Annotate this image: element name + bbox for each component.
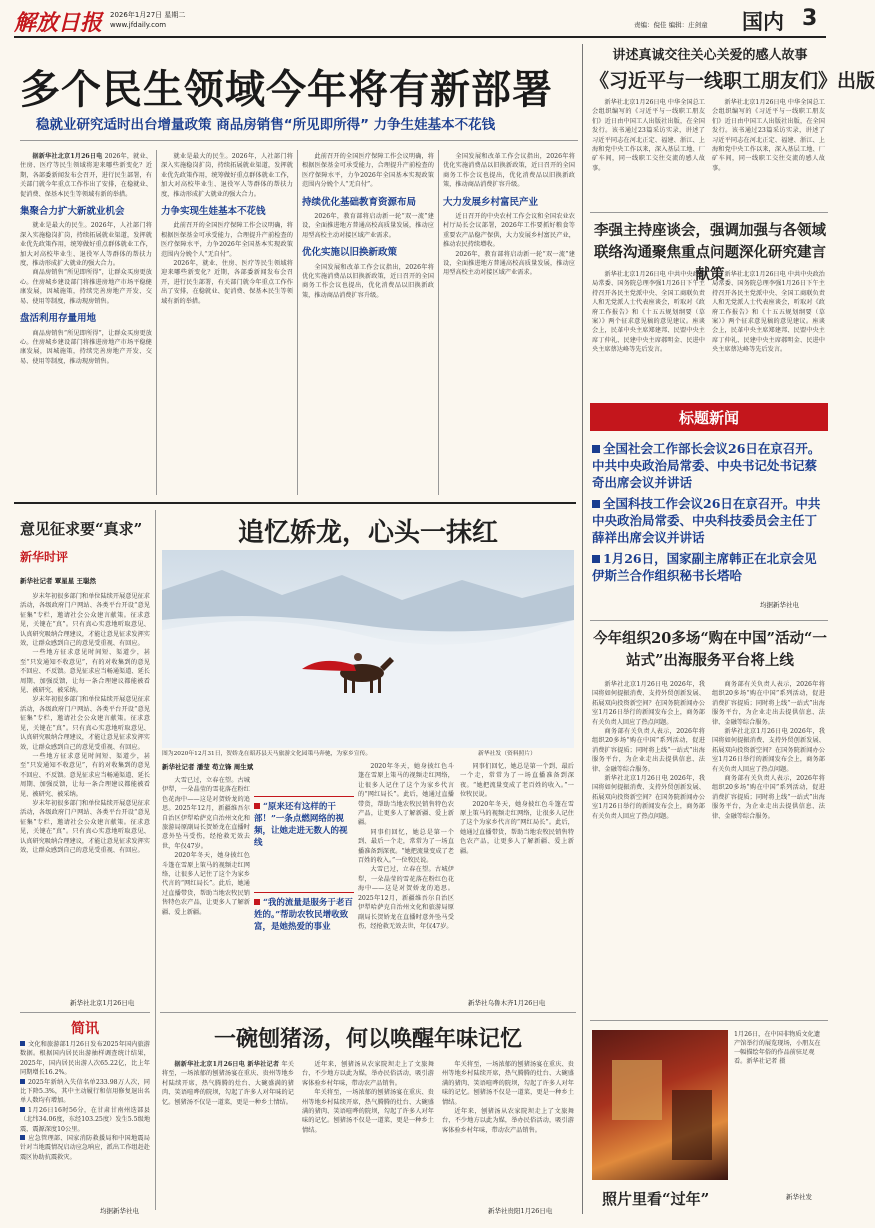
section-title-rural: 大力发展乡村富民产业 bbox=[443, 196, 539, 208]
lead-rule bbox=[20, 140, 578, 141]
feature-headline: 追忆娇龙，心头一抹红 bbox=[237, 518, 498, 548]
commentary-title: 意见征求要“真求” bbox=[20, 520, 143, 538]
story3-col-2 bbox=[712, 270, 825, 400]
story3-col-1 bbox=[592, 270, 705, 400]
photo2-title: 照片里看“过年” bbox=[602, 1190, 710, 1208]
story4-body-6: 商务部有关负责人表示，2026年将组织20多场“购在中国”系列活动，促进消费扩容提质；同时将上线“一站式”出海服务平台，为企业走出去提供信息、法律、金融等综合服务。 bbox=[712, 775, 825, 820]
story3-body-2: 新华社北京1月26日电 中共中央政治局常委、国务院总理李强1月26日下午主持召开各民主党派中央、全国工商联负责人和无党派人士代表座谈会，听取对《政府工作报告》和《十五五规划纲要（草案）》两个征求意见稿的意见建议。座谈会上，民革中央主席郑建邦、民盟中央主席丁仲礼、民建中央主席郝明金、民进中央主席蔡达峰等先后发言。 bbox=[712, 271, 825, 354]
story5-body-2: 近年来，刨猪汤从农家院坝走上了文旅舞台，不少地方以此为媒，举办民俗活动，吸引游客体验乡村年味，带动农产品销售。 bbox=[302, 1061, 434, 1087]
commentary-source: 新华社北京1月26日电 bbox=[70, 999, 135, 1007]
lead-body-3: 商品房销售“所见即所得”，让群众买房更放心。住房城乡建设部门将推进房地产市场平稳健康发展，因城施策，持续完善房地产开发、交易、使用等制度，推动现房销售。 bbox=[20, 329, 152, 365]
lead-body-2: 就业是最大的民生。2026年，人社部门将深入实施稳岗扩岗，持续拓展就业渠道，发挥就业优先政策作用，统筹做好重点群体就业工作，加大对高校毕业生、退役军人等群体的帮扶力度，推动形成扩大就业的强大合力。 bbox=[20, 222, 152, 268]
story4-body-5: 新华社北京1月26日电 2026年，我国将如何提振消费、支持外贸创新发展、拓展双向投资新空间？在国务院新闻办公室1月26日举行的新闻发布会上，商务部有关负责人回应了热点问题。 bbox=[712, 728, 825, 773]
feature-body-3b: 2020年冬天，她身披红色斗篷在雪原上策马的视频走红网络，让很多人记住了这个为家乡代言的“网红局长”。此后，她通过直播带货，帮助当地农牧民销售特色农产品，让更多人了解新疆、爱上新疆。 bbox=[460, 800, 574, 855]
feature-body-2b: 同事们回忆，她总是第一个到、最后一个走，常常为了一场直播准备到深夜。“她把流量变成了老百姓的收入。”一位牧民说。 bbox=[358, 828, 454, 865]
commentary-para-3: 岁末年初很多部门和单位陆续开展意见征求活动，各级政府门户网站、各类平台开设“意见征集”专栏，邀请社会公众建言献策。征求意见，关键在“真”。只有真心实意地听取意见、认真研究吸纳合理建议，才能让意见征求发挥实效，让群众感到自己的意见受重视、有回应。 bbox=[20, 696, 150, 751]
story4-headline: 今年组织20多场“购在中国”活动“一站式”出海服务平台将上线 bbox=[593, 630, 827, 669]
bullet-square-icon bbox=[20, 1079, 25, 1084]
photo2-caption: 1月26日，在中国非物质文化遗产馆举行的展览现场，小朋友在一幅描绘年俗的作品前驻足观看。新华社记者 摄 bbox=[734, 1031, 821, 1065]
lead-body-6: 全国发展和改革工作会议指出，2026年将优化实施消费品以旧换新政策，近日召开的全国商务工作会议也提出，优化消费品以旧换新政策，推动商品消费扩容升级。 bbox=[302, 263, 434, 299]
col-divider bbox=[438, 150, 439, 495]
brief-item: 文化和旅游部1月26日发布2025年国内旅游数据。根据国内居民出游抽样调查统计结果，2025年，国内居民出游人次65.22亿，比上年同期增长16.2%。 bbox=[20, 1041, 150, 1077]
col-divider bbox=[297, 150, 298, 495]
snowfield-illustration bbox=[162, 550, 574, 748]
story3-headline: 李强主持座谈会，强调加强与各领域联络沟通聚焦重点问题深化研究建言献策 bbox=[594, 222, 826, 283]
commentary-para-4: 一些地方征求意见时间短、渠道少，甚至“只发通知不收意见”，有的对收集到的意见不回应、不反馈。意见征求应当畅通渠道、延长周期、加强反馈，让每一条合理建议都能被看见、被研究、被采纳。 bbox=[20, 752, 150, 798]
story-rule bbox=[590, 212, 828, 213]
title-news-item[interactable]: 全国社会工作部长会议26日在京召开。中共中央政治局常委、中央书记处书记蔡奇出席会议并讲话 bbox=[592, 441, 821, 490]
col-divider bbox=[156, 150, 157, 495]
section-name: 国内 bbox=[742, 10, 784, 34]
bullet-square-icon bbox=[254, 803, 260, 809]
bullet-square-icon bbox=[254, 899, 260, 905]
photo2-credit: 新华社发 bbox=[786, 1193, 812, 1201]
masthead bbox=[14, 4, 826, 38]
feature-col-3 bbox=[460, 762, 574, 994]
lead-body-4a: 就业是最大的民生。2026年，人社部门将深入实施稳岗扩岗，持续拓展就业渠道，发挥就业优先政策作用，统筹做好重点群体就业工作，加大对高校毕业生、退役军人等群体的帮扶力度，推动形成扩大就业的强大合力。 bbox=[161, 153, 293, 198]
brief-item: 2025年新纳入失信名单233.98万人次，同比下降5.3%，其中主动履行和信用修复退出名单人数均有增加。 bbox=[20, 1078, 150, 1105]
feature-caption: 图为2020年12月31日，贺娇龙在昭苏县天马旅游文化园策马奔驰，为家乡宣传。 bbox=[162, 751, 372, 757]
newspaper-logo: 解放日报 bbox=[14, 10, 103, 36]
story4-col-2 bbox=[712, 680, 825, 1010]
bullet-square-icon bbox=[20, 1135, 25, 1140]
commentary-byline: 新华社记者 覃星星 王聪然 bbox=[20, 577, 97, 585]
story5-col-3 bbox=[442, 1060, 574, 1200]
bullet-square-icon bbox=[592, 555, 600, 563]
new-year-photo bbox=[592, 1030, 728, 1180]
story2-headline: 《习近平与一线职工朋友们》出版 bbox=[590, 70, 875, 92]
briefs-source: 均据新华社电 bbox=[100, 1207, 139, 1215]
title-news-header: 标题新闻 bbox=[678, 409, 739, 427]
story2-body-2: 新华社北京1月26日电 中华全国总工会组织编写的《习近平与一线职工朋友们》近日由中国工人出版社出版，在全国发行。该书通过23篇采访实录，讲述了习近平同志在河北正定、福建、浙江、上海和党中央工作以来，深入基层工地、厂矿车间，同一线职工交往交流的感人故事。 bbox=[712, 99, 825, 172]
story5-body-2b: 年关将至，一场浓郁的刨猪汤宴在重庆、贵州等地乡村陆续开席，热气腾腾的灶台、大碗盛满的猪肉、笑语喧哗的院坝，勾起了许多人对年味的记忆。刨猪汤不仅是一道菜，更是一种乡土情结。 bbox=[302, 1089, 434, 1134]
lead-column-1 bbox=[20, 152, 152, 492]
page-divider bbox=[582, 44, 583, 1214]
story2-kicker: 讲述真诚交往关心关爱的感人故事 bbox=[612, 48, 808, 63]
commentary-column: 新华时评 bbox=[20, 550, 69, 564]
story2-col-1 bbox=[592, 98, 705, 206]
commentary-para-5: 岁末年初很多部门和单位陆续开展意见征求活动，各级政府门户网站、各类平台开设“意见征集”专栏，邀请社会公众建言献策。征求意见，关键在“真”。只有真心实意地听取意见、认真研究吸纳合理建议，才能让意见征求发挥实效，让群众感到自己的意见受重视、有回应。 bbox=[20, 799, 150, 854]
section-title-land: 盘活利用存量用地 bbox=[20, 313, 97, 325]
story5-col-1 bbox=[162, 1060, 294, 1210]
issue-date: 2026年1月27日 星期二 bbox=[110, 11, 186, 19]
story-rule bbox=[590, 620, 828, 621]
lead-body-4b: 2026年，就业、住房、医疗等民生领域将迎来哪些新变化？近期，各部委新闻发布会召开，进行民生部署，有关部门就今年重点工作作出了安排，在稳就业、促消费、保基本民生等领域有新的举措。 bbox=[161, 260, 293, 305]
section-title-birth: 力争实现生娃基本不花钱 bbox=[161, 206, 266, 218]
bullet-square-icon bbox=[592, 445, 600, 453]
story3-body: 新华社北京1月26日电 中共中央政治局常委、国务院总理李强1月26日下午主持召开各民主党派中央、全国工商联负责人和无党派人士代表座谈会，听取对《政府工作报告》和《十五五规划纲要（草案）》两个征求意见稿的意见建议。座谈会上，民革中央主席郑建邦、民盟中央主席丁仲礼、民建中央主席郝明金、民进中央主席蔡达峰等先后发言。 bbox=[592, 271, 705, 354]
site-url[interactable]: www.jfdaily.com bbox=[110, 21, 167, 29]
page-number: 3 bbox=[802, 6, 818, 31]
feature-col-2 bbox=[358, 762, 454, 1008]
brief-item: 应急管理部、国家消防救援局和中国地震局针对当地震情况启动应急响应，派出工作组赶赴震区协助抗震救灾。 bbox=[20, 1135, 150, 1161]
photo-exhibit-shape bbox=[612, 1060, 662, 1120]
story5-body-3b: 近年来，刨猪汤从农家院坝走上了文旅舞台，不少地方以此为媒，举办民俗活动，吸引游客体验乡村年味，带动农产品销售。 bbox=[442, 1108, 574, 1134]
briefs-list bbox=[20, 1040, 150, 1204]
feature-body-2c: 大雪已过，立春在望。古城伊犁，一朵晶莹的雪花落在粉红色花海中——这是对贺娇龙的追思。2025年12月，新疆维吾尔自治区伊犁哈萨克自治州文化和旅游局原副局长贺娇龙在直播时意外坠马受伤，经抢救无效去世，年仅47岁。 bbox=[358, 866, 454, 930]
lead-column-3 bbox=[302, 152, 434, 492]
lead-column-2 bbox=[161, 152, 293, 492]
story5-body-3: 年关将至，一场浓郁的刨猪汤宴在重庆、贵州等地乡村陆续开席，热气腾腾的灶台、大碗盛满的猪肉、笑语喧哗的院坝，勾起了许多人对年味的记忆。刨猪汤不仅是一道菜，更是一种乡土情结。 bbox=[442, 1061, 574, 1106]
lead-body-4: 此前召开的全国医疗保障工作会议明确，将根据医保基金可承受能力，合理提升产前检查的医疗保障水平，力争2026年全国基本实现政策范围内分娩个人“无自付”。 bbox=[161, 222, 293, 258]
story-rule bbox=[160, 1012, 576, 1013]
story5-source: 新华社贵阳1月26日电 bbox=[488, 1207, 553, 1215]
story5-col-2 bbox=[302, 1060, 434, 1210]
bullet-square-icon bbox=[592, 500, 600, 508]
bullet-square-icon bbox=[20, 1041, 25, 1046]
feature-col-1 bbox=[162, 776, 250, 1008]
lead-body-7b: 2026年，教育部将启动新一轮“双一流”建设，全面推进地方普通高校高质量发展，推动应用型高校主动对接区域产业需求。 bbox=[443, 250, 575, 277]
story4-body-4: 商务部有关负责人表示，2026年将组织20多场“购在中国”系列活动，促进消费扩容提质；同时将上线“一站式”出海服务平台，为企业走出去提供信息、法律、金融等综合服务。 bbox=[712, 681, 825, 726]
brief-item: 1月26日16时56分，在甘肃甘南州迭部县（北纬34.06度，东经103.25度）发生5.5级地震，震源深度10公里。 bbox=[20, 1106, 150, 1133]
feature-quote-2: “我的流量是服务于老百姓的。”帮助农牧民增收致富，是她热爱的事业 bbox=[254, 892, 354, 933]
commentary-body bbox=[20, 592, 150, 992]
editors-line: 责编：倪佳 编辑：庄剑童 bbox=[634, 21, 708, 29]
commentary-para-2: 一些地方征求意见时间短、渠道少，甚至“只发通知不收意见”，有的对收集到的意见不回应、不反馈。意见征求应当畅通渠道、延长周期、加强反馈，让每一条合理建议都能被看见、被研究、被采纳。 bbox=[20, 649, 150, 695]
feature-body-1b: 2020年冬天，她身披红色斗篷在雪原上策马的视频走红网络，让很多人记住了这个为家乡代言的“网红局长”。此后，她通过直播带货，帮助当地农牧民销售特色农产品，让更多人了解新疆、爱上新疆。 bbox=[162, 852, 250, 916]
story5-headline: 一碗刨猪汤，何以唤醒年味记忆 bbox=[213, 1026, 522, 1052]
story5-byline: 据新华社北京1月26日电 新华社记者 bbox=[174, 1061, 280, 1068]
title-news-item[interactable]: 全国科技工作会议26日在京召开。中共中央政治局常委、中央科技委员会主任丁薛祥出席会议并讲话 bbox=[592, 496, 821, 545]
lead-body-5: 2026年，教育部将启动新一轮“双一流”建设，全面推进地方普通高校高质量发展，推动应用型高校主动对接区域产业需求。 bbox=[302, 213, 434, 239]
story-rule bbox=[590, 1020, 828, 1021]
feature-byline: 新华社记者 潘莹 苟立锋 周生斌 bbox=[162, 763, 254, 771]
feature-body-1: 大雪已过，立春在望。古城伊犁，一朵晶莹的雪花落在粉红色花海中——这是对贺娇龙的追思。2025年12月，新疆维吾尔自治区伊犁哈萨克自治州文化和旅游局原副局长贺娇龙在直播时意外坠马受伤，经抢救无效去世，年仅47岁。 bbox=[162, 777, 250, 850]
lead-headline: 多个民生领域今年将有新部署 bbox=[20, 66, 553, 113]
story2-body: 新华社北京1月26日电 中华全国总工会组织编写的《习近平与一线职工朋友们》近日由中国工人出版社出版，在全国发行。该书通过23篇采访实录，讲述了习近平同志在河北正定、福建、浙江、上海和党中央工作以来，深入基层工地、厂矿车间，同一线职工交往交流的感人故事。 bbox=[592, 99, 705, 172]
lead-body-7a: 全国发展和改革工作会议指出，2026年将优化实施消费品以旧换新政策，近日召开的全国商务工作会议也提出，优化消费品以旧换新政策，推动商品消费扩容升级。 bbox=[443, 153, 575, 189]
section-title-jobs: 集聚合力扩大新就业机会 bbox=[20, 206, 125, 218]
photo-visitor-shape bbox=[672, 1090, 712, 1160]
story4-body-3: 新华社北京1月26日电 2026年，我国将如何提振消费、支持外贸创新发展、拓展双向投资新空间？在国务院新闻办公室1月26日举行的新闻发布会上，商务部有关负责人回应了热点问题。 bbox=[592, 775, 705, 820]
story4-body: 新华社北京1月26日电 2026年，我国将如何提振消费、支持外贸创新发展、拓展双向投资新空间？在国务院新闻办公室1月26日举行的新闻发布会上，商务部有关负责人回应了热点问题。 bbox=[592, 681, 705, 726]
section-title-education: 持续优化基础教育资源布局 bbox=[302, 196, 417, 208]
feature-body-3: 同事们回忆，她总是第一个到、最后一个走，常常为了一场直播准备到深夜。“她把流量变成了老百姓的收入。”一位牧民说。 bbox=[460, 763, 574, 799]
feature-source: 新华社乌鲁木齐1月26日电 bbox=[468, 999, 546, 1007]
section-rule bbox=[14, 502, 576, 504]
feature-body-2: 2020年冬天，她身披红色斗篷在雪原上策马的视频走红网络，让很多人记住了这个为家乡代言的“网红局长”。此后，她通过直播带货，帮助当地农牧民销售特色农产品，让更多人了解新疆、爱上新疆。 bbox=[358, 763, 454, 827]
bullet-square-icon bbox=[20, 1107, 25, 1112]
lead-column-4 bbox=[443, 152, 575, 492]
brief-rule bbox=[20, 1012, 150, 1013]
lead-subhead: 稳就业研究适时出台增量政策 商品房销售“所见即所得” 力争生娃基本不花钱 bbox=[36, 117, 496, 133]
commentary-para-1: 岁末年初很多部门和单位陆续开展意见征求活动，各级政府门户网站、各类平台开设“意见征集”专栏，邀请社会公众建言献策。征求意见，关键在“真”。只有真心实意地听取意见、认真研究吸纳合理建议，才能让意见征求发挥实效，让群众感到自己的意见受重视、有回应。 bbox=[20, 593, 150, 648]
col-divider bbox=[155, 510, 156, 1210]
lead-body-2b: 商品房销售“所见即所得”，让群众买房更放心。住房城乡建设部门将推进房地产市场平稳健康发展，因城施策，持续完善房地产开发、交易、使用等制度，推动现房销售。 bbox=[20, 269, 152, 305]
lead-dateline: 据新华社北京1月26日电 bbox=[32, 153, 103, 160]
title-news-source: 均据新华社电 bbox=[760, 601, 799, 609]
feature-photo bbox=[162, 550, 574, 748]
masthead-rule bbox=[14, 36, 826, 38]
title-news-list bbox=[592, 440, 826, 584]
story4-col-1 bbox=[592, 680, 705, 1010]
briefs-title: 简讯 bbox=[71, 1021, 99, 1037]
section-title-tradein: 优化实施以旧换新政策 bbox=[302, 247, 398, 259]
story2-col-2 bbox=[712, 98, 825, 206]
lead-body-1: 2026年，就业、住房、医疗等民生领域将迎来哪些新变化？近期，各部委新闻发布会召开，进行民生部署，有关部门就今年重点工作作出了安排，在稳就业、促消费、保基本民生等领域有新的举措。 bbox=[20, 153, 152, 198]
feature-credit: 新华社发（资料照片） bbox=[478, 751, 536, 757]
title-news-item[interactable]: 1月26日，国家副主席韩正在北京会见伊斯兰合作组织秘书长塔哈 bbox=[592, 551, 817, 583]
lead-body-7: 近日召开的中央农村工作会议和全国农业农村厅局长会议部署，2026年工作要抓好粮食等重要农产品稳产保供，大力发展乡村富民产业，推动农民持续增收。 bbox=[443, 213, 575, 249]
title-news-banner bbox=[590, 403, 828, 431]
lead-body-5a: 此前召开的全国医疗保障工作会议明确，将根据医保基金可承受能力，合理提升产前检查的医疗保障水平，力争2026年全国基本实现政策范围内分娩个人“无自付”。 bbox=[302, 153, 434, 189]
story4-body-2: 商务部有关负责人表示，2026年将组织20多场“购在中国”系列活动，促进消费扩容提质；同时将上线“一站式”出海服务平台，为企业走出去提供信息、法律、金融等综合服务。 bbox=[592, 728, 705, 773]
feature-quote-1: “原来还有这样的干部！”一条点燃网络的视频，让她走进无数人的视线 bbox=[254, 796, 354, 849]
story5-body: 年关将至，一场浓郁的刨猪汤宴在重庆、贵州等地乡村陆续开席，热气腾腾的灶台、大碗盛满的猪肉、笑语喧哗的院坝，勾起了许多人对年味的记忆。刨猪汤不仅是一道菜，更是一种乡土情结。 bbox=[162, 1061, 294, 1106]
